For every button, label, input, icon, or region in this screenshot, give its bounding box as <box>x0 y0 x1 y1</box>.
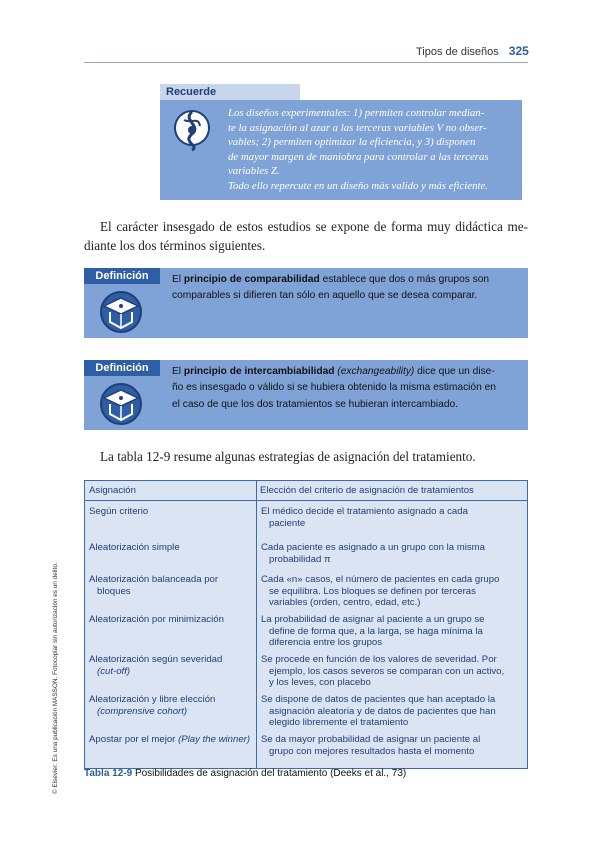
cell-line-italic: (comprensive cohort) <box>97 705 188 717</box>
cell-text <box>89 654 253 677</box>
recuerde-line: vables; 2) permiten optimizar la eficiencia, y 3) disponen <box>228 136 476 149</box>
definition-line: ño es insesgado o válido si se hubiera obtenido la misma estimación en <box>172 382 496 394</box>
table-cell <box>257 501 528 543</box>
definition-label: Definición <box>84 360 160 376</box>
table-cell <box>257 734 528 769</box>
definition-box-intercambiabilidad <box>84 360 528 430</box>
paragraph-line: diante los dos términos siguientes. <box>84 238 266 253</box>
cell-text <box>261 654 524 688</box>
definition-line: comparables si difieren tan sólo en aquello que se desea comparar. <box>172 290 478 302</box>
recuerde-text <box>228 106 518 194</box>
cell-line: Cada «n» casos, el número de pacientes en cada grupo <box>261 574 500 586</box>
definition-line: dice que un dise- <box>414 366 495 377</box>
table-row <box>85 614 528 654</box>
cell-text <box>261 506 524 529</box>
cell-text <box>89 574 253 597</box>
cell-text <box>261 734 524 757</box>
definition-term: principio de comparabilidad <box>183 274 320 285</box>
definition-text <box>172 272 522 305</box>
cell-line: bloques <box>97 585 131 597</box>
table-cell <box>85 542 257 574</box>
cell-line: probabilidad π <box>269 553 331 565</box>
table-cell <box>257 694 528 734</box>
cell-text <box>261 614 524 648</box>
table-header-cell: Asignación <box>85 481 257 501</box>
recuerde-line: de mayor margen de maniobra para controlar a las terceras <box>228 150 489 163</box>
table-caption-label: Tabla 12-9 <box>84 768 133 779</box>
section-title: Tipos de diseños <box>416 46 499 58</box>
recuerde-line: te la asignación al azar a las terceras variables V no obser- <box>228 121 487 134</box>
header-rule <box>84 62 528 63</box>
table-cell <box>85 734 257 769</box>
definition-term: principio de intercambiabilidad <box>183 366 335 377</box>
table-cell <box>85 501 257 543</box>
recuerde-line: Todo ello repercute en un diseño más valido y más eficiente. <box>228 179 488 192</box>
recuerde-box <box>160 100 522 200</box>
table-row <box>85 694 528 734</box>
cell-line: y los leves, con placebo <box>269 676 371 688</box>
cell-line: Aleatorización y libre elección <box>89 694 216 706</box>
cell-line: variables (orden, centro, edad, etc.) <box>269 596 421 608</box>
cell-line: Apostar por el mejor <box>89 734 176 746</box>
table-caption <box>84 768 406 779</box>
definition-line: establece que dos o más grupos son <box>319 274 490 285</box>
table-row <box>85 654 528 694</box>
table-caption-text: Posibilidades de asignación del tratamiento (Deeks et al., 73) <box>132 768 407 779</box>
cell-text <box>261 694 524 728</box>
table-cell <box>257 542 528 574</box>
table-cell <box>257 654 528 694</box>
cell-line: Aleatorización por minimización <box>89 614 224 626</box>
cell-line: Aleatorización según severidad <box>89 654 223 666</box>
cell-line: ejemplo, los casos severos se comparan con un activo, <box>269 665 505 677</box>
cell-line: Se dispone de datos de pacientes que han aceptado la <box>261 694 496 706</box>
table-row <box>85 542 528 574</box>
cell-line: diferencia entre los grupos <box>269 636 383 648</box>
recuerde-label: Recuerde <box>160 84 300 100</box>
cell-line: Aleatorización simple <box>89 542 180 554</box>
graduation-cap-book-icon <box>98 288 144 334</box>
cell-text <box>261 542 524 565</box>
cell-line: Según criterio <box>89 506 149 518</box>
table-header-row <box>85 481 528 501</box>
body-paragraph <box>84 217 528 255</box>
table-header-cell: Elección del criterio de asignación de tratamientos <box>257 481 528 501</box>
table-cell <box>257 614 528 654</box>
definition-line: el caso de que los dos tratamientos se hubieran intercambiado. <box>172 398 458 410</box>
table-row <box>85 501 528 543</box>
table-row <box>85 574 528 614</box>
paragraph-line: El carácter insesgado de estos estudios se expone de forma muy didáctica me- <box>100 219 528 234</box>
page-number: 325 <box>508 44 529 58</box>
graduation-cap-book-icon <box>98 380 144 426</box>
cell-text <box>89 734 253 745</box>
table-row <box>85 734 528 769</box>
table-cell <box>85 694 257 734</box>
table-cell <box>85 614 257 654</box>
assignment-table <box>84 480 528 769</box>
cell-line-italic: (Play the winner) <box>178 734 251 746</box>
definition-label: Definición <box>84 268 160 284</box>
cell-line: Cada paciente es asignado a un grupo con la misma <box>261 542 485 554</box>
cell-line: define de forma que, a la larga, se haga mínima la <box>269 625 483 637</box>
cell-line: Se da mayor probabilidad de asignar un paciente al <box>261 734 481 746</box>
definition-pre: El <box>172 274 184 285</box>
recuerde-line: variables Z. <box>228 165 280 178</box>
table-cell <box>85 654 257 694</box>
cell-line: La probabilidad de asignar al paciente a un grupo se <box>261 614 485 626</box>
knot-reminder-icon <box>172 106 212 156</box>
cell-line: paciente <box>269 517 306 529</box>
cell-text <box>261 574 524 608</box>
cell-line: elegido libremente el tratamiento <box>269 716 409 728</box>
cell-line: Se procede en función de los valores de severidad. Por <box>261 654 497 666</box>
copyright-note <box>52 548 64 794</box>
cell-line-italic: (cut-off) <box>97 665 131 677</box>
cell-line: Aleatorización balanceada por <box>89 574 219 586</box>
cell-line: grupo con mejores resultados hasta el momento <box>269 745 475 757</box>
table-cell <box>257 574 528 614</box>
definition-box-comparabilidad <box>84 268 528 338</box>
definition-term-english: (exchangeability) <box>334 366 415 377</box>
copyright-text: © Elsevier. Es una publicación MASSON. Fotocopiar sin autorización es un delito. <box>52 562 59 794</box>
definition-pre: El <box>172 366 184 377</box>
recuerde-line: Los diseños experimentales: 1) permiten controlar median- <box>228 107 485 119</box>
running-header <box>416 44 529 58</box>
cell-line: se equilibra. Los bloques se definen por terceras <box>269 585 476 597</box>
table-cell <box>85 574 257 614</box>
body-paragraph: La tabla 12-9 resume algunas estrategias de asignación del tratamiento. <box>100 449 476 464</box>
cell-text <box>89 694 253 717</box>
cell-line: El médico decide el tratamiento asignado a cada <box>261 506 468 518</box>
cell-line: asignación aleatoria y de datos de pacientes que han <box>269 705 496 717</box>
definition-text <box>172 364 522 413</box>
